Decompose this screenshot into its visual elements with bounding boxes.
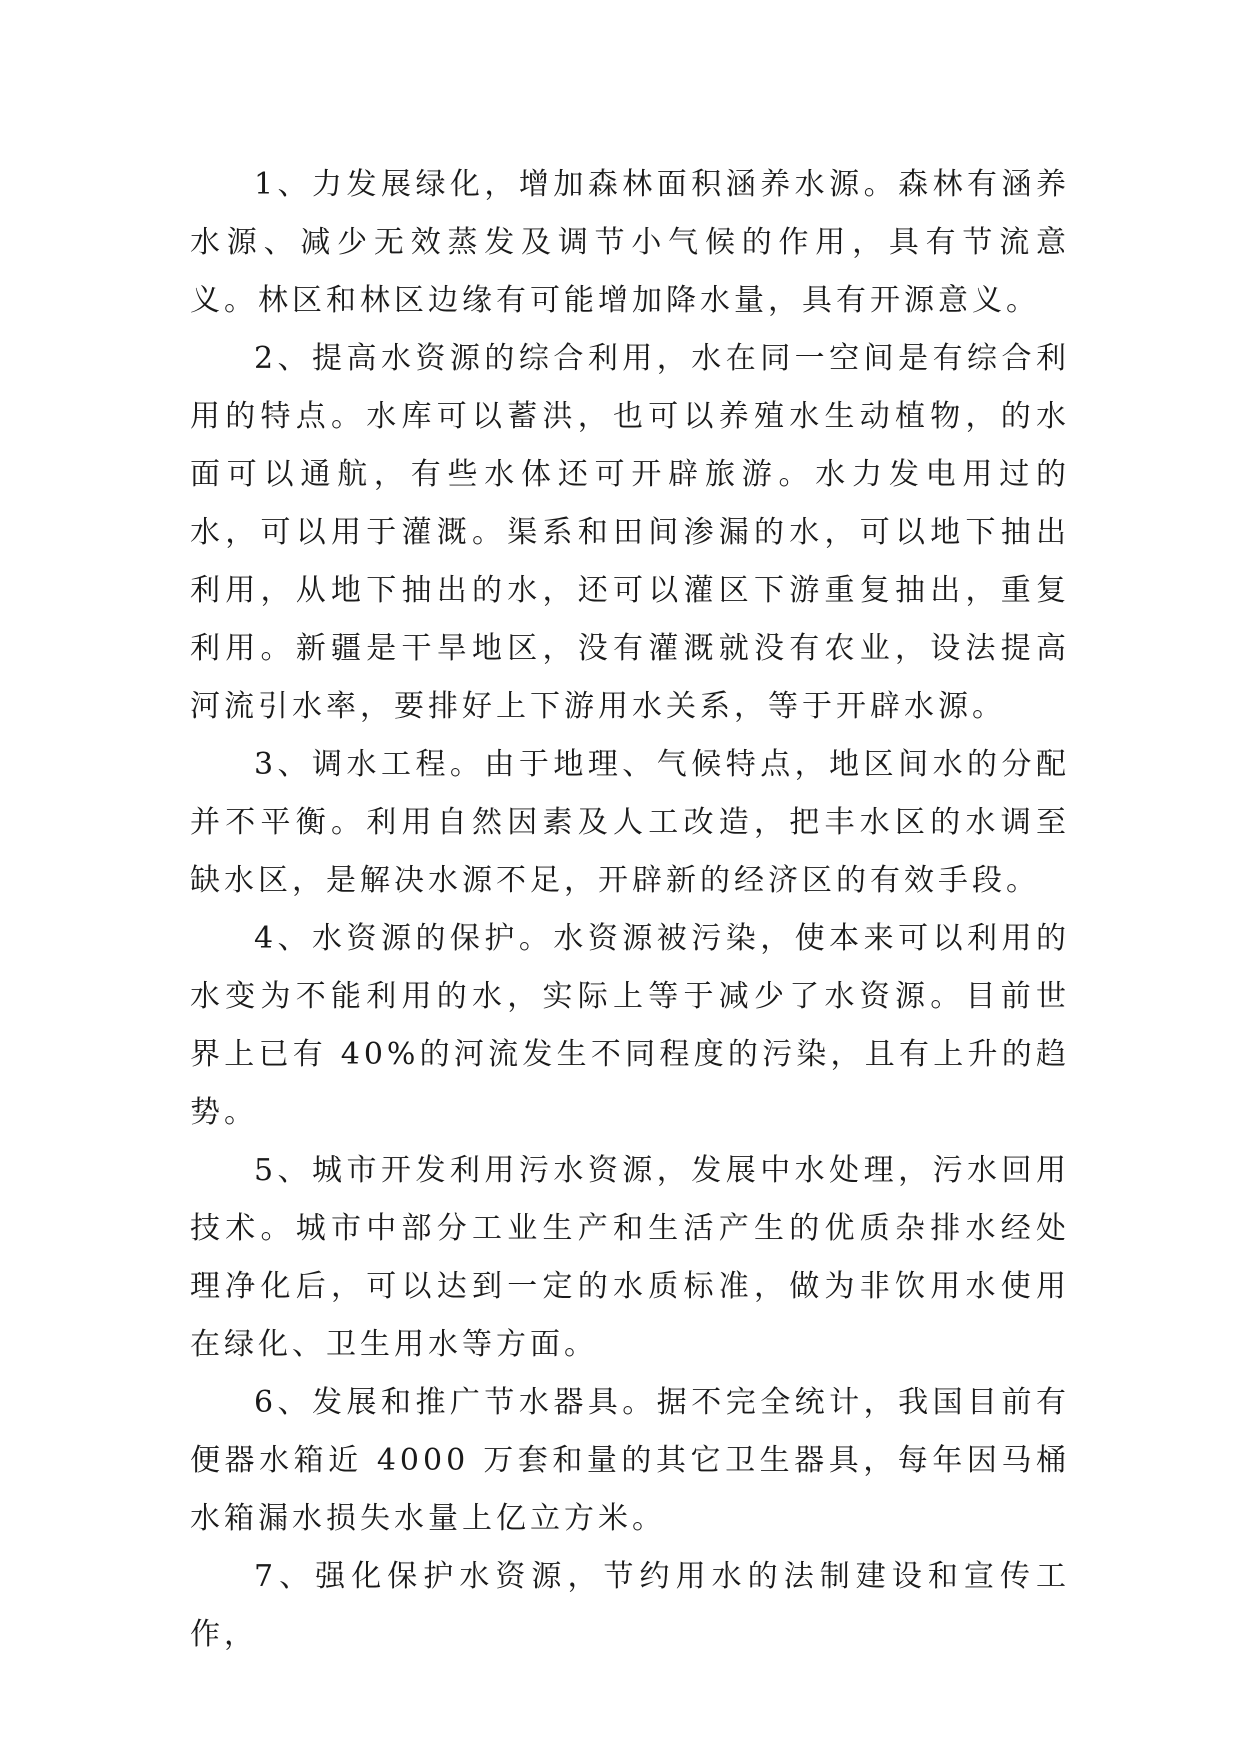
paragraph-5: 5、城市开发利用污水资源，发展中水处理，污水回用技术。城市中部分工业生产和生活产生的优质杂排水经处理净化后，可以达到一定的水质标准，做为非饮用水使用在绿化、卫生用水等方面。 (190, 1153, 1070, 1362)
document-body (190, 156, 1070, 1664)
paragraph-4: 4、水资源的保护。水资源被污染，使本来可以利用的水变为不能利用的水，实际上等于减少了水资源。目前世界上已有 40%的河流发生不同程度的污染，且有上升的趋势。 (190, 921, 1070, 1130)
paragraph-3: 3、调水工程。由于地理、气候特点，地区间水的分配并不平衡。利用自然因素及人工改造，把丰水区的水调至缺水区，是解决水源不足，开辟新的经济区的有效手段。 (190, 747, 1070, 898)
paragraph-1: 1、力发展绿化，增加森林面积涵养水源。森林有涵养水源、减少无效蒸发及调节小气候的作用，具有节流意义。林区和林区边缘有可能增加降水量，具有开源意义。 (190, 167, 1070, 318)
paragraph-7: 7、强化保护水资源，节约用水的法制建设和宣传工作， (190, 1559, 1070, 1652)
paragraph-6: 6、发展和推广节水器具。据不完全统计，我国目前有便器水箱近 4000 万套和量的其它卫生器具，每年因马桶水箱漏水损失水量上亿立方米。 (190, 1385, 1070, 1536)
paragraph-2: 2、提高水资源的综合利用，水在同一空间是有综合利用的特点。水库可以蓄洪，也可以养殖水生动植物，的水面可以通航，有些水体还可开辟旅游。水力发电用过的水，可以用于灌溉。渠系和田间渗漏的水，可以地下抽出利用，从地下抽出的水，还可以灌区下游重复抽出，重复利用。新疆是干旱地区，没有灌溉就没有农业，设法提高河流引水率，要排好上下游用水关系，等于开辟水源。 (190, 341, 1070, 724)
